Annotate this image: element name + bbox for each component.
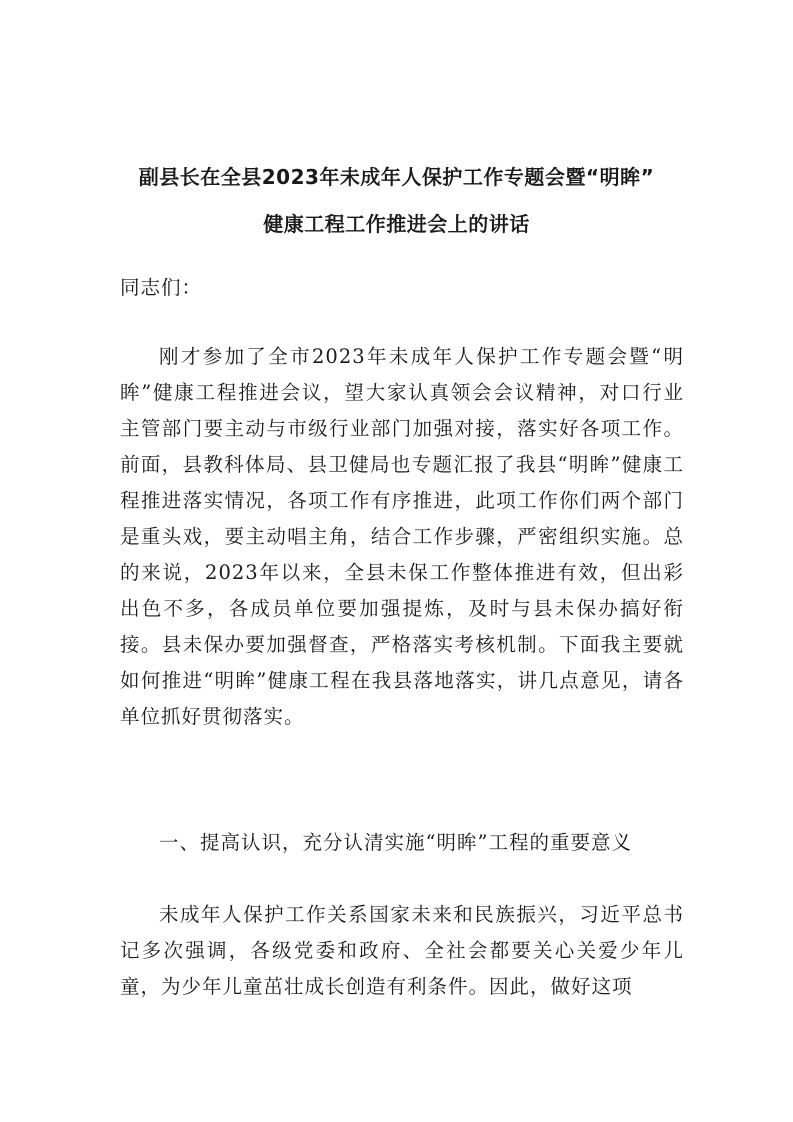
- document-title-line-1: 副县长在全县2023年未成年人保护工作专题会暨“明眸”: [138, 165, 655, 189]
- section-heading-1: 一、提高认识，充分认清实施“明眸”工程的重要意义: [159, 831, 632, 854]
- salutation: 同志们：: [120, 276, 203, 299]
- paragraph-2: 未成年人保护工作关系国家未来和民族振兴，习近平总书记多次强调，各级党委和政府、全社会都要关心关爱少年儿童，为少年儿童茁壮成长创造有利条件。因此，做好这项: [120, 903, 684, 998]
- paragraph-1: 刚才参加了全市2023年未成年人保护工作专题会暨“明眸”健康工程推进会议，望大家认真领会会议精神，对口行业主管部门要主动与市级行业部门加强对接，落实好各项工作。前面，县教科体局、县卫健局也专题汇报了我县“明眸”健康工程推进落实情况，各项工作有序推进，此项工作你们两个部门是重头戏，要主动唱主角，结合工作步骤，严密组织实施。总的来说，2023年以来，全县未保工作整体推进有效，但出彩出色不多，各成员单位要加强提炼，及时与县未保办搞好衔接。县未保办要加强督查，严格落实考核机制。下面我主要就如何推进“明眸”健康工程在我县落地落实，讲几点意见，请各单位抓好贯彻落实。: [120, 345, 684, 728]
- document-title-line-2: 健康工程工作推进会上的讲话: [263, 212, 530, 236]
